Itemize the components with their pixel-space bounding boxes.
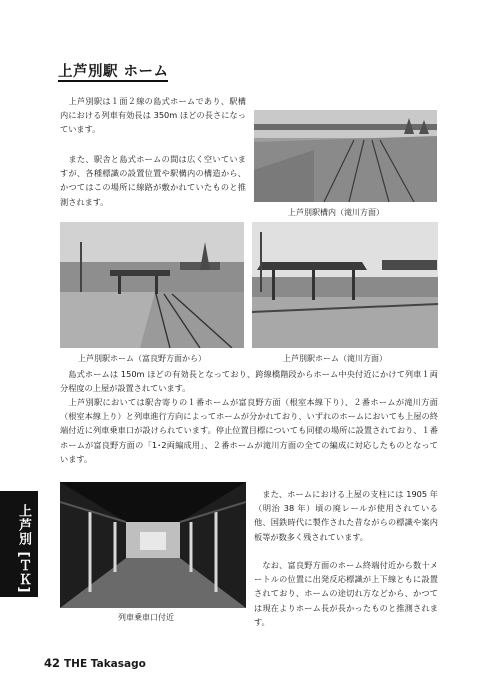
magazine-name: THE Takasago [64, 658, 146, 670]
side-tab-label: 上芦別 [ＴＫ] [16, 504, 31, 594]
page-number: 42 [44, 656, 61, 670]
footer [44, 656, 146, 670]
photo-platform-takikawa [252, 222, 438, 348]
caption-yard: 上芦別駅構内（滝川方面） [288, 208, 384, 217]
paragraph-5: また、ホームにおける上屋の支柱には 1905 年（明治 38 年）頃の廃レールが使用されている他、国鉄時代に製作された昔ながらの標識や案内板等が数多く残されています。 [254, 489, 438, 542]
photo-boarding [60, 482, 246, 608]
paragraph-4: 上芦別駅においては駅舎寄りの１番ホームが富良野方面（根室本線下り）、２番ホームが滝川方面（根室本線上り）と列車進行方向によってホームが分かれており、いずれのホームにおいても上屋の終端付近に列車乗車口が設けられています。停止位置目標についても同様の場所に設置されており、１番ホームが富良野方面の「1･2両編成用」、２番ホームが滝川方面の全ての編成に対応したものとなっています。 [60, 397, 438, 464]
caption-platform-takikawa: 上芦別駅ホーム（滝川方面） [283, 354, 387, 363]
caption-boarding: 列車乗車口付近 [118, 613, 174, 622]
paragraph-2: また、駅舎と島式ホームの間は広く空いていますが、各種標識の設置位置や駅構内の構造から、かつてはこの場所に線路が敷かれていたものと推測されます。 [60, 154, 246, 207]
photo-yard [254, 110, 437, 202]
paragraph-6: なお、富良野方面のホーム終端付近から数十メートルの位置に出発反応標識が上下線ともに設置されており、ホームの途切れ方などから、かつては現在よりホーム長が長かったものと推測されます。 [254, 560, 438, 627]
paragraph-3: 島式ホームは 150m ほどの有効長となっており、跨線橋階段からホーム中央付近にかけて列車１両分程度の上屋が設置されています。 [60, 369, 438, 394]
paragraph-1: 上芦別駅は１面２線の島式ホームであり、駅構内における列車有効長は 350m ほどの長さになっています。 [60, 96, 246, 135]
caption-platform-furano: 上芦別駅ホーム（富良野方面から） [78, 354, 206, 363]
section-title: 上芦別駅 ホーム [58, 64, 169, 80]
photo-platform-furano [60, 222, 244, 348]
title-underline [58, 80, 168, 82]
